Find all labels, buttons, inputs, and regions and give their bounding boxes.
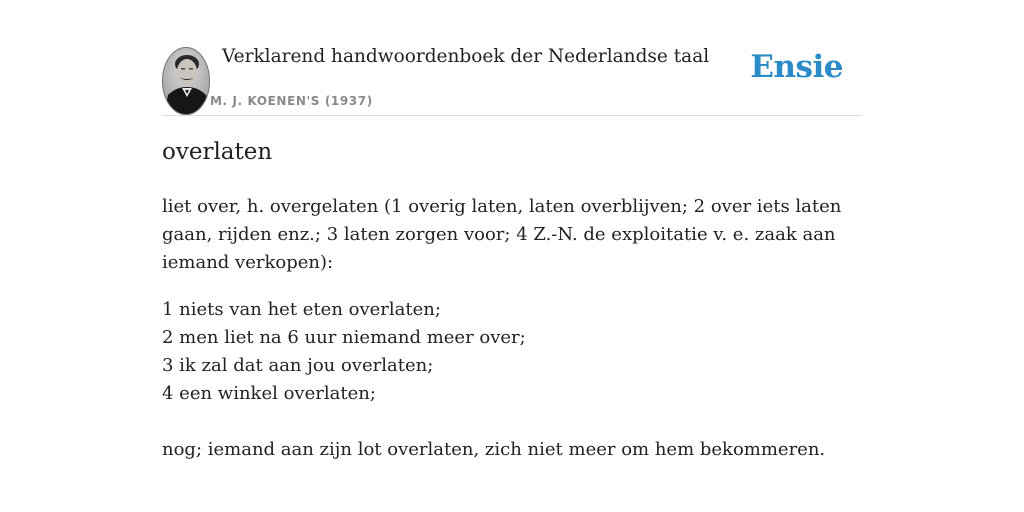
ensie-logo-link[interactable]: Ensie	[750, 49, 843, 85]
author-portrait	[162, 47, 210, 115]
dictionary-header	[162, 0, 862, 116]
dictionary-author: M. J. KOENEN'S (1937)	[210, 94, 373, 108]
page-container	[162, 0, 862, 512]
entry-definition: liet over, h. overgelaten (1 overig laten, laten overblijven; 2 over iets laten gaan, rijden enz.; 3 laten zorgen voor; 4 Z.-N. de exploitatie v. e. zaak aan iemand verkopen):	[162, 196, 842, 273]
dictionary-title[interactable]: Verklarend handwoordenboek der Nederlandse taal	[222, 46, 710, 67]
entry-headword: overlaten	[162, 139, 273, 165]
example-list	[162, 296, 862, 408]
example-item: 3 ik zal dat aan jou overlaten;	[162, 355, 434, 376]
example-item: 1 niets van het eten overlaten;	[162, 299, 441, 320]
example-item: 2 men liet na 6 uur niemand meer over;	[162, 327, 526, 348]
example-item: 4 een winkel overlaten;	[162, 383, 376, 404]
entry-note: nog; iemand aan zijn lot overlaten, zich niet meer om hem bekommeren.	[162, 439, 826, 460]
